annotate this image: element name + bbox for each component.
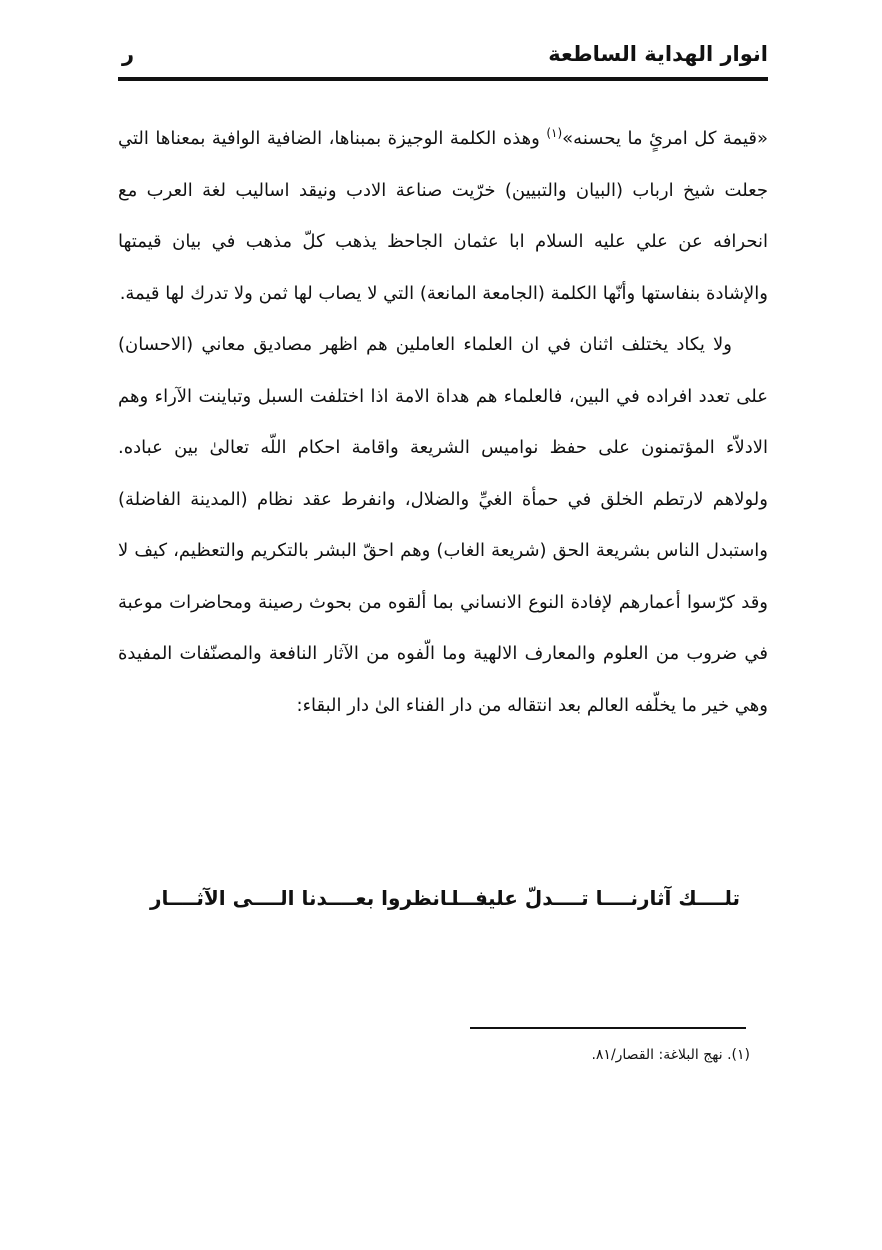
- running-header: [118, 40, 768, 76]
- paragraph-1-text: وهذه الكلمة الوجيزة بمبناها، الضافية الوافية بمعناها التي جعلت شيخ ارباب (البيان والتبيين) خرّيت صناعة الادب ونيقد اساليب لغة العرب مع انحرافه عن علي عليه السلام ابا عثمان الجاحظ يذهب كلّ مذهب في بيان قيمتها والإشادة بنفاستها وأنّها الكلمة (الجامعة المانعة) التي لا يصاب لها ثمن ولا تدرك لها قيمة.: [118, 128, 768, 304]
- poetry-verse: [150, 882, 740, 922]
- header-rule: [118, 77, 768, 81]
- footnote-reference[interactable]: (١): [546, 126, 563, 140]
- paragraph-1: [118, 113, 768, 319]
- verse-first-hemistich: تلــــك آثارنــــا تــــدلّ علينـــا: [451, 886, 740, 910]
- paragraph-2: ولا يكاد يختلف اثنان في ان العلماء العاملين هم اظهر مصاديق معاني (الاحسان) على تعدد افراده في البين، فالعلماء هم هداة الامة اذا اختلفت السبل وتباينت الآراء وهم الادلاّء المؤتمنون على حفظ نواميس الشريعة واقامة احكام اللّه تعالىٰ بين عباده. ولولاهم لارتطم الخلق في حمأة الغيِّ والضلال، وانفرط عقد نظام (المدينة الفاضلة) واستبدل الناس بشريعة الحق (شريعة الغاب) وهم احقّ البشر بالتكريم والتعظيم، كيف لا وقد كرّسوا أعمارهم لإفادة النوع الانساني بما ألقوه من بحوث رصينة ومحاضرات موعبة في ضروب من العلوم والمعارف الالهية وما الّفوه من الآثار النافعة والمصنّفات المفيدة وهي خير ما يخلّفه العالم بعد انتقاله من دار الفناء الىٰ دار البقاء:: [118, 334, 768, 716]
- footnote: (١). نهج البلاغة: القصار/٨١.: [591, 1047, 750, 1063]
- footnote-divider: [470, 1027, 746, 1029]
- quote-text: «قيمة كل امرئٍ ما يحسنه»: [562, 128, 769, 149]
- body-text: [118, 113, 768, 731]
- page-marker: ر: [122, 42, 135, 66]
- header-title: انوار الهداية الساطعة: [548, 42, 768, 66]
- verse-second-hemistich: فــــانظروا بعــــدنا الــــى الآثــــار: [150, 886, 488, 910]
